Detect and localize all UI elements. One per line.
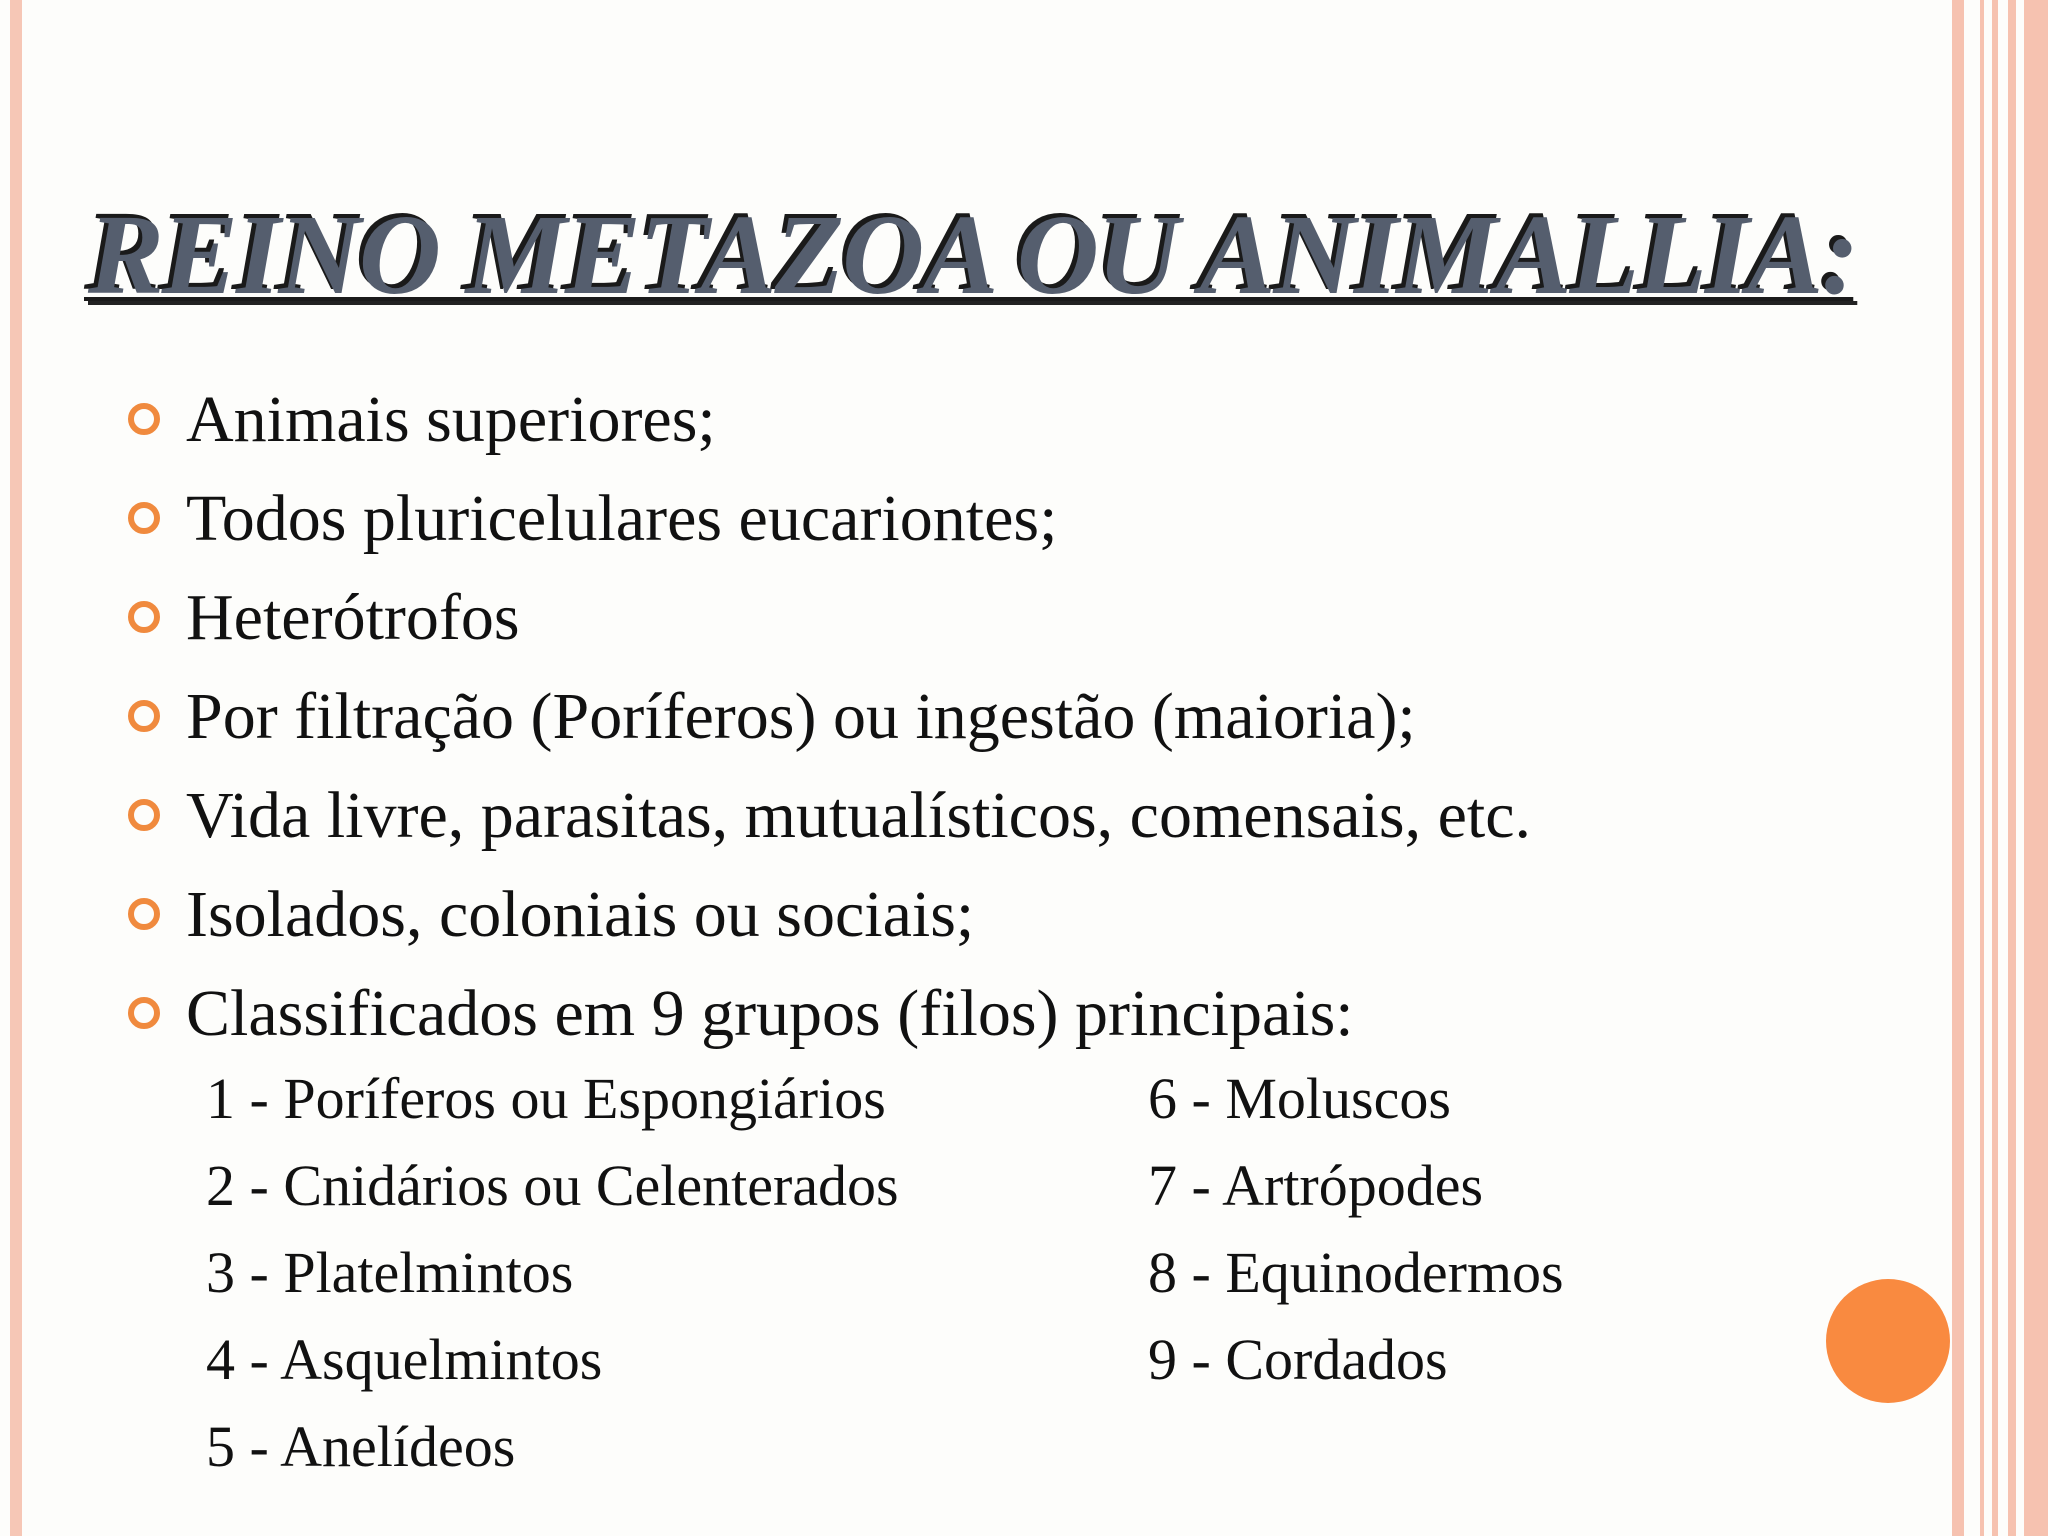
bullet-text: Heterótrofos	[186, 581, 520, 654]
bullet-item	[128, 766, 1531, 865]
phylum-item: 3 - Platelmintos	[206, 1240, 574, 1305]
phylum-item: 4 - Asquelmintos	[206, 1327, 603, 1392]
frame-stripe	[1952, 0, 1964, 1536]
bullet-item	[128, 568, 1531, 667]
orange-circle-decoration	[1826, 1279, 1950, 1403]
bullet-item	[128, 370, 1531, 469]
left-decorative-band	[10, 0, 22, 1536]
slide-title: REINO METAZOA OU ANIMALLIA:	[88, 191, 1858, 318]
bullet-text: Vida livre, parasitas, mutualísticos, comensais, etc.	[186, 779, 1532, 852]
bullet-item	[128, 469, 1531, 568]
bullet-item	[128, 964, 1531, 1063]
right-decorative-frame	[1952, 0, 2048, 1536]
phylum-item: 8 - Equinodermos	[1148, 1240, 1564, 1305]
bullet-item	[128, 667, 1531, 766]
frame-stripe	[1992, 0, 1998, 1536]
ring-bullet-icon	[128, 403, 160, 435]
ring-bullet-icon	[128, 601, 160, 633]
phylum-item: 5 - Anelídeos	[206, 1414, 516, 1479]
bullet-text: Isolados, coloniais ou sociais;	[186, 878, 975, 951]
frame-stripe	[1980, 0, 1984, 1536]
bullet-item	[128, 865, 1531, 964]
phylum-item: 9 - Cordados	[1148, 1327, 1448, 1392]
phylum-item: 7 - Artrópodes	[1148, 1153, 1484, 1218]
phylum-item: 6 - Moluscos	[1148, 1066, 1451, 1131]
frame-stripe	[2008, 0, 2016, 1536]
bullet-list	[128, 370, 1531, 1063]
phylum-item: 2 - Cnidários ou Celenterados	[206, 1153, 899, 1218]
frame-stripe	[2024, 0, 2048, 1536]
phylum-item: 1 - Poríferos ou Espongiários	[206, 1066, 886, 1131]
ring-bullet-icon	[128, 898, 160, 930]
ring-bullet-icon	[128, 799, 160, 831]
phyla-column-left	[206, 1055, 899, 1490]
phyla-list	[206, 1055, 1706, 1495]
bullet-text: Classificados em 9 grupos (filos) principais:	[186, 977, 1354, 1050]
ring-bullet-icon	[128, 502, 160, 534]
bullet-text: Todos pluricelulares eucariontes;	[186, 482, 1058, 555]
ring-bullet-icon	[128, 700, 160, 732]
phyla-column-right	[1148, 1055, 1564, 1403]
bullet-text: Animais superiores;	[186, 383, 716, 456]
bullet-text: Por filtração (Poríferos) ou ingestão (maioria);	[186, 680, 1416, 753]
ring-bullet-icon	[128, 997, 160, 1029]
